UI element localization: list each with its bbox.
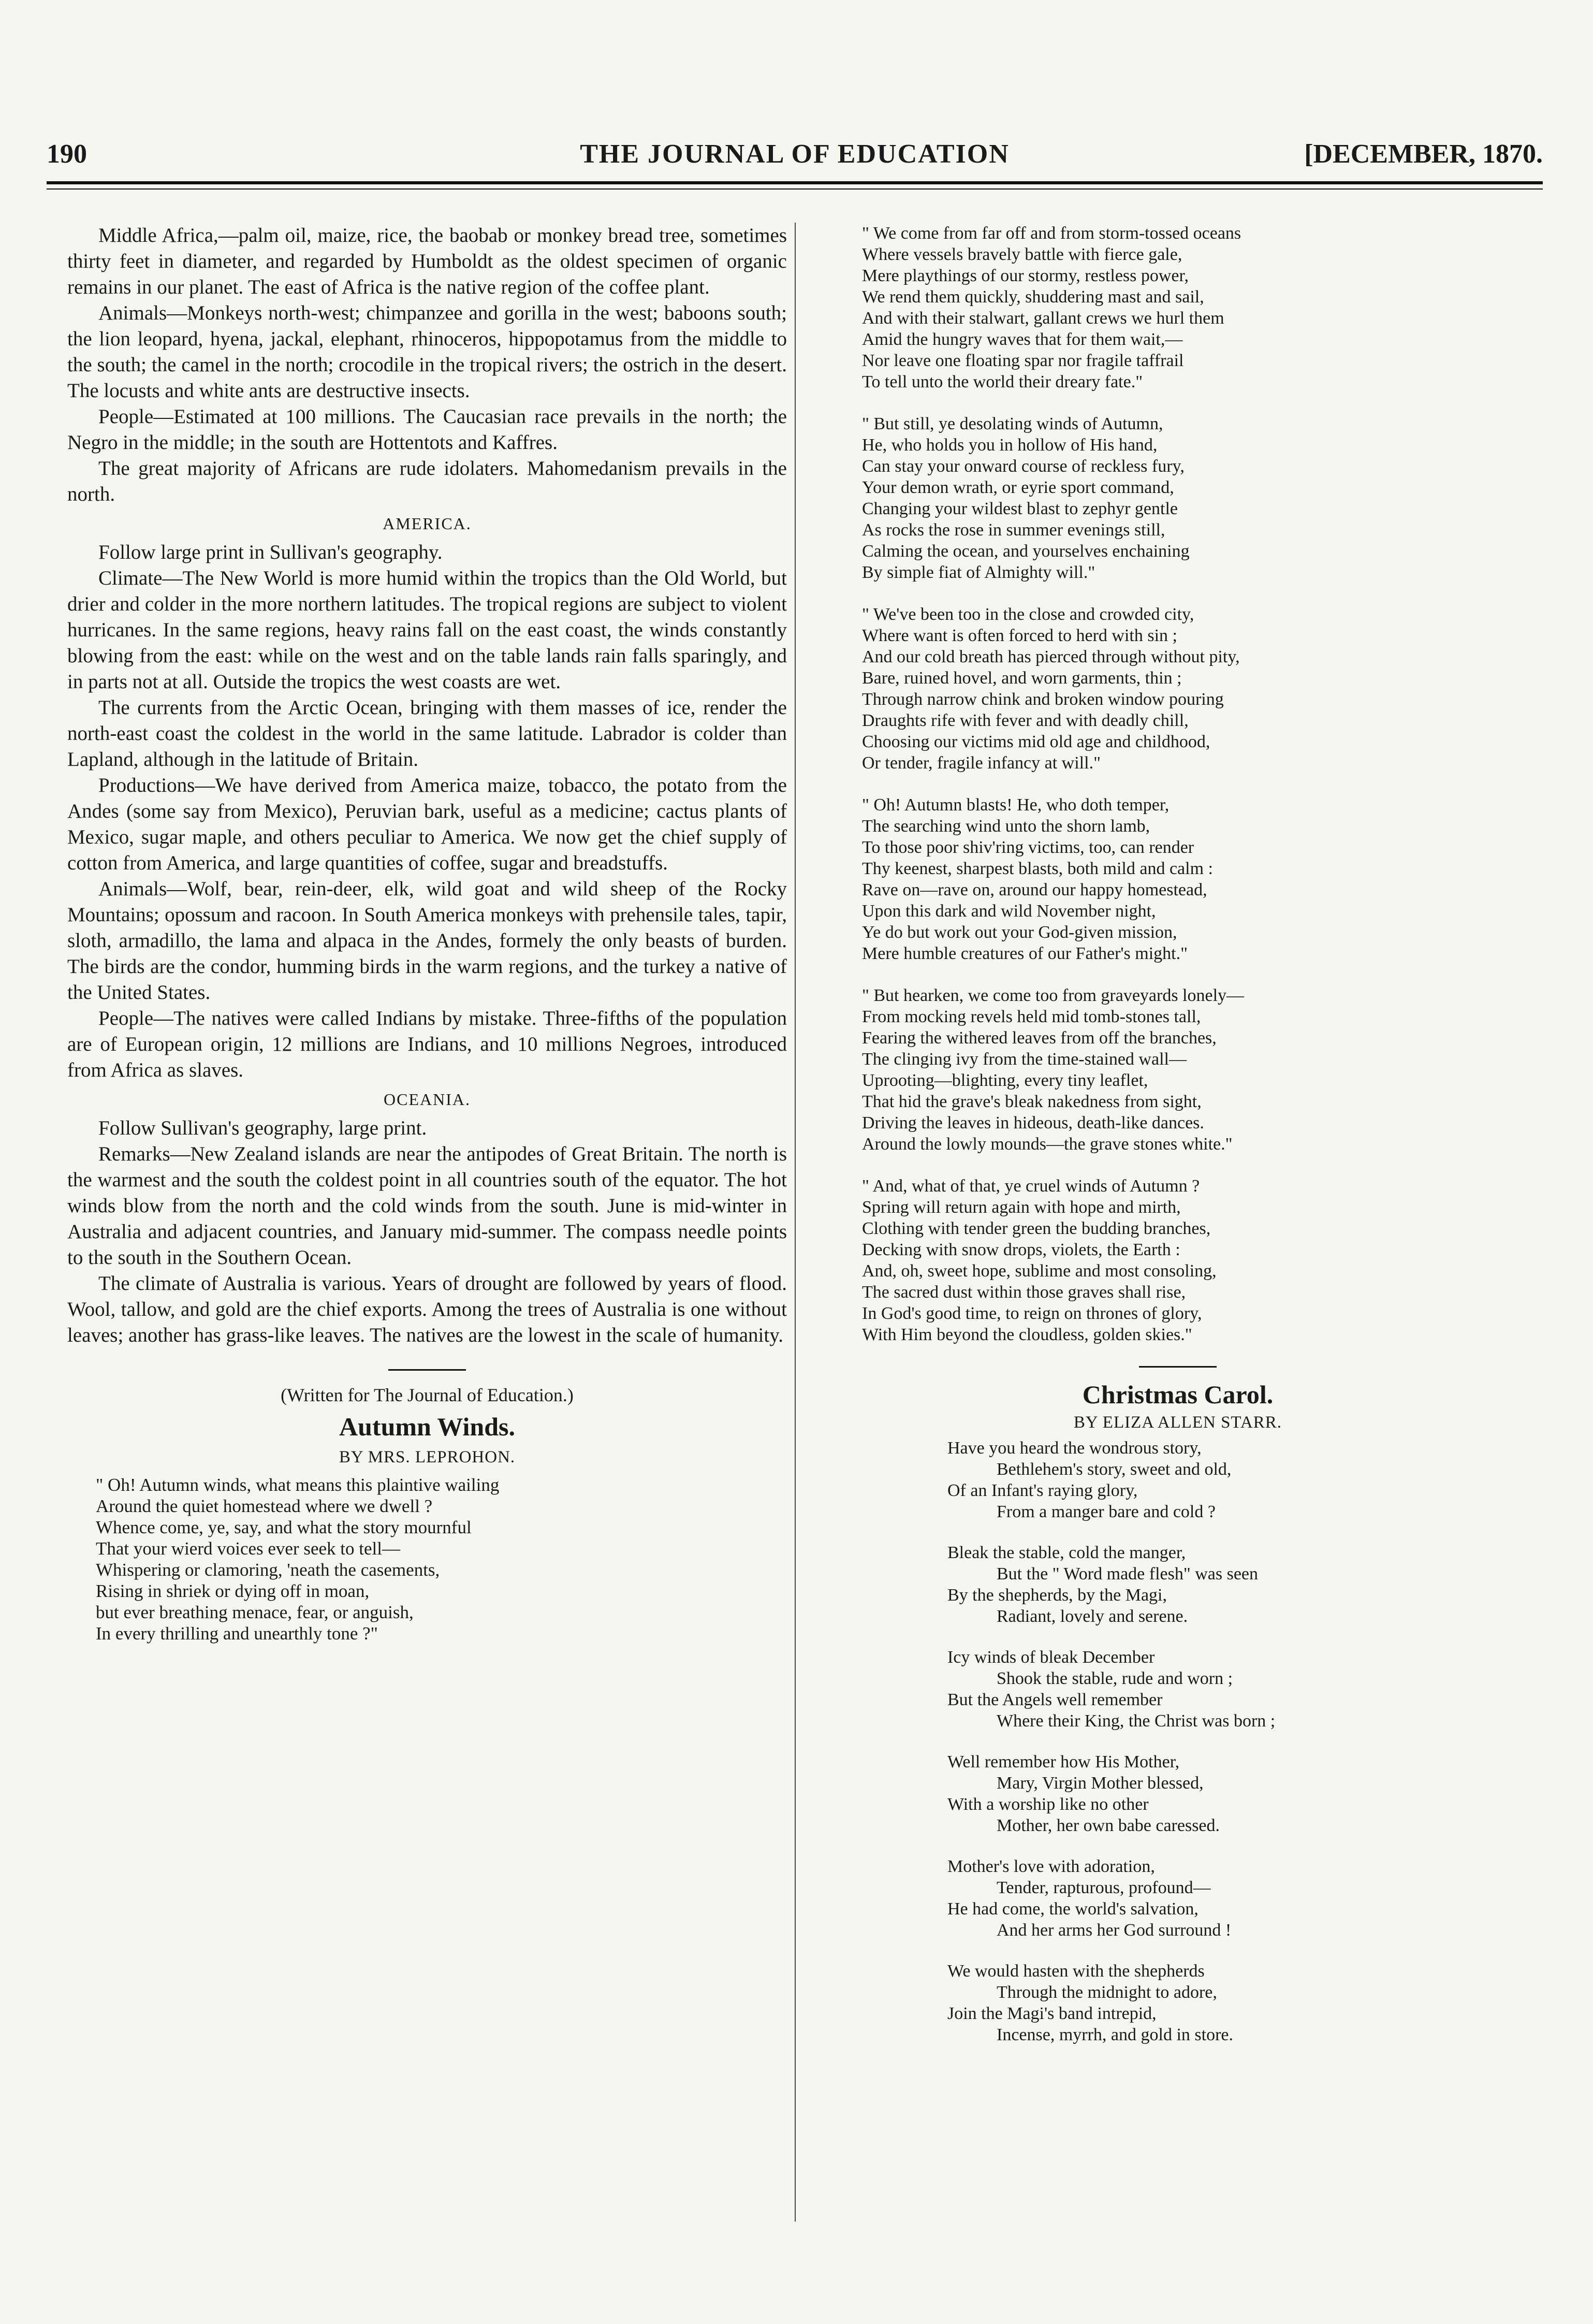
poem-line: Icy winds of bleak December [947,1648,1155,1667]
paragraph: People—Estimated at 100 millions. The Caucasian race prevails in the north; the Negro in the middle; in the south are Hottentots and Kaffres. [67,405,787,454]
paragraph: Middle Africa,—palm oil, maize, rice, the baobab or monkey bread tree, sometimes thirty feet in diameter, and regarded by Humboldt as the oldest specimen of organic remains in our planet. The east of Africa is the native region of the coffee plant. [67,224,787,298]
poem-line: Mere humble creatures of our Father's might." [862,944,1188,963]
poem-line: Changing your wildest blast to zephyr gentle [862,499,1178,518]
poem-line: With a worship like no other [947,1795,1149,1814]
poem-line: Around the quiet homestead where we dwell ? [96,1496,433,1516]
poem-stanza [862,223,1494,393]
poem-line: Bethlehem's story, sweet and old, [997,1460,1232,1479]
poem-line: But the Angels well remember [947,1690,1163,1709]
poem-line: Fearing the withered leaves from off the branches, [862,1028,1217,1048]
poem-line: Where want is often forced to herd with sin ; [862,626,1177,645]
poem-stanza [947,1647,1494,1732]
poem-line: Mere playthings of our stormy, restless power, [862,266,1189,285]
poem-line: Rising in shriek or dying off in moan, [96,1581,370,1601]
poem-line: Incense, myrrh, and gold in store. [997,2025,1233,2044]
poem-line: Choosing our victims mid old age and childhood, [862,732,1210,751]
poem-line: Draughts rife with fever and with deadly chill, [862,711,1189,730]
poem-line: Of an Infant's raying glory, [947,1481,1138,1500]
poem-line: Nor leave one floating spar nor fragile taffrail [862,351,1184,370]
poem-stanza [862,413,1494,583]
issue-date: [DECEMBER, 1870. [1304,139,1543,169]
section-heading-oceania: OCEANIA. [384,1090,471,1109]
poem-stanza [862,985,1494,1155]
poem-line: In every thrilling and unearthly tone ?" [96,1623,378,1644]
poem-line: In God's good time, to reign on thrones of glory, [862,1304,1202,1323]
poem-line: Or tender, fragile infancy at will." [862,753,1101,773]
poem-line: Have you heard the wondrous story, [947,1439,1202,1458]
paragraph: Remarks—New Zealand islands are near the antipodes of Great Britain. The north is the warmest and the south the coldest point in all countries south of the equator. The hot winds blow from the north and the cold winds from the south. June is mid-winter in Australia and adjacent countries, and January mid-summer. The compass needle points to the south in the Southern Ocean. [67,1143,787,1269]
paragraph: The currents from the Arctic Ocean, bringing with them masses of ice, render the north-east coast the coldest in the world in the same latitude. Labrador is colder than Lapland, although in the latitude of Britain. [67,696,787,771]
paragraph: The great majority of Africans are rude idolaters. Mahomedanism prevails in the north. [67,457,787,505]
poem-line: Can stay your onward course of reckless fury, [862,457,1185,476]
poem-stanza [947,1751,1494,1836]
poem-line: To tell unto the world their dreary fate." [862,372,1143,391]
poem-line: Well remember how His Mother, [947,1752,1180,1771]
column-divider [795,223,796,2221]
page-header [47,139,1543,175]
poem-line: " And, what of that, ye cruel winds of Autumn ? [862,1176,1200,1196]
paragraph: Animals—Monkeys north-west; chimpanzee and gorilla in the west; baboons south; the lion leopard, hyena, jackal, elephant, rhinoceros, hippopotamus from the middle to the south; the camel in the north; crocodile in the tropical rivers; the ostrich in the desert. The locusts and white ants are destructive insects. [67,302,787,402]
poem-line: Where vessels bravely battle with fierce gale, [862,245,1182,264]
paragraph: People—The natives were called Indians by mistake. Three-fifths of the population are of European origin, 12 millions are Indians, and 10 millions Negroes, introduced from Africa as slaves. [67,1007,787,1081]
poem-line: And her arms her God surround ! [997,1921,1232,1940]
poem-line: Decking with snow drops, violets, the Earth : [862,1240,1180,1259]
poem-line: From mocking revels held mid tomb-stones tall, [862,1007,1201,1026]
separator-rule [388,1369,466,1371]
paragraph: Follow large print in Sullivan's geography. [98,541,443,563]
poem-line: But the " Word made flesh" was seen [997,1564,1259,1584]
poem-line: He, who holds you in hollow of His hand, [862,435,1158,455]
poem-stanza [947,1437,1494,1522]
poem-line: From a manger bare and cold ? [997,1502,1216,1521]
poem-line: Upon this dark and wild November night, [862,902,1156,921]
poem-line: " We come from far off and from storm-tossed oceans [862,224,1241,243]
poem-stanza [862,1175,1494,1345]
poem-line: Clothing with tender green the budding branches, [862,1219,1211,1238]
separator-rule [1139,1366,1217,1368]
poem-line: Tender, rapturous, profound— [997,1878,1211,1897]
poem-line: The clinging ivy from the time-stained wall— [862,1050,1187,1069]
poem-line: Join the Magi's band intrepid, [947,2004,1157,2023]
poem-line: We rend them quickly, shuddering mast and sail, [862,287,1204,307]
poem-stanza [947,1856,1494,1941]
poem-line: Mary, Virgin Mother blessed, [997,1774,1204,1793]
poem-stanza [862,794,1494,964]
poem-line: Amid the hungry waves that for them wait,— [862,330,1183,349]
poem-line: And with their stalwart, gallant crews we hurl them [862,309,1224,328]
poem-line: " But still, ye desolating winds of Autumn, [862,414,1163,433]
poem-line: Radiant, lovely and serene. [997,1607,1188,1626]
poem-line: but ever breathing menace, fear, or anguish, [96,1602,414,1622]
poem-line: Your demon wrath, or eyrie sport command, [862,478,1174,497]
poem-line: Driving the leaves in hideous, death-like dances. [862,1113,1204,1132]
poem-line: Rave on—rave on, around our happy homestead, [862,880,1207,899]
section-heading-america: AMERICA. [383,514,472,533]
poem-line: Mother, her own babe caressed. [997,1816,1220,1835]
poem-author: BY MRS. LEPROHON. [339,1448,516,1466]
paragraph: Productions—We have derived from America maize, tobacco, the potato from the Andes (some say from Mexico), Peruvian bark, useful as a medicine; cactus plants of Mexico, sugar maple, and others peculiar to America. We now get the chief supply of cotton from America, and large quantities of coffee, sugar and breadstuffs. [67,774,787,874]
poem-line: As rocks the rose in summer evenings still, [862,520,1165,540]
poem-stanza [862,604,1494,774]
poem-line: The searching wind unto the shorn lamb, [862,817,1150,836]
poem-stanza [947,1960,1494,2045]
poem-credit: (Written for The Journal of Education.) [281,1385,574,1405]
journal-title: THE JOURNAL OF EDUCATION [580,139,1010,169]
poem-line: Through narrow chink and broken window pouring [862,690,1224,709]
poem-stanza [96,1474,787,1644]
poem-title-christmas-carol: Christmas Carol. [1082,1380,1274,1409]
poem-title-autumn-winds: Autumn Winds. [339,1412,515,1441]
right-column [862,223,1494,2065]
poem-line: Bare, ruined hovel, and worn garments, thin ; [862,669,1182,688]
poem-line: By simple fiat of Almighty will." [862,563,1095,582]
poem-line: " But hearken, we come too from graveyards lonely— [862,986,1245,1005]
poem-line: To those poor shiv'ring victims, too, can render [862,838,1194,857]
poem-line: Thy keenest, sharpest blasts, both mild and calm : [862,859,1213,878]
poem-line: We would hasten with the shepherds [947,1962,1205,1981]
poem-line: Ye do but work out your God-given mission, [862,923,1177,942]
poem-line: The sacred dust within those graves shall rise, [862,1283,1186,1302]
poem-line: By the shepherds, by the Magi, [947,1586,1167,1605]
poem-line: " We've been too in the close and crowded city, [862,605,1194,624]
header-rule-thin [47,188,1543,190]
poem-line: Calming the ocean, and yourselves enchaining [862,542,1190,561]
poem-line: With Him beyond the cloudless, golden skies." [862,1325,1192,1344]
poem-stanza [947,1542,1494,1627]
poem-line: Bleak the stable, cold the manger, [947,1543,1186,1562]
poem-line: And our cold breath has pierced through without pity, [862,647,1240,666]
poem-line: Where their King, the Christ was born ; [997,1711,1276,1731]
poem-line: Through the midnight to adore, [997,1983,1217,2002]
poem-line: Shook the stable, rude and worn ; [997,1669,1233,1688]
paragraph: Climate—The New World is more humid within the tropics than the Old World, but drier and colder in the more northern latitudes. The tropical regions are subject to violent hurricanes. In the same regions, heavy rains fall on the east coast, the winds constantly blowing from the east: while on the west and on the table lands rain falls sparingly, and in parts not at all. Outside the tropics the west coasts are wet. [67,567,787,693]
paragraph: The climate of Australia is various. Years of drought are followed by years of flood. Wool, tallow, and gold are the chief exports. Among the trees of Australia is one without leaves; another has grass-like leaves. The natives are the lowest in the scale of humanity. [67,1272,787,1346]
poem-author: BY ELIZA ALLEN STARR. [1073,1413,1282,1432]
poem-line: Around the lowly mounds—the grave stones white." [862,1135,1233,1154]
poem-line: Spring will return again with hope and mirth, [862,1198,1181,1217]
poem-line: That your wierd voices ever seek to tell— [96,1538,400,1559]
poem-line: That hid the grave's bleak nakedness from sight, [862,1092,1202,1111]
poem-line: Whispering or clamoring, 'neath the casements, [96,1560,440,1580]
poem-line: He had come, the world's salvation, [947,1899,1199,1919]
left-column [67,223,787,1644]
paragraph: Animals—Wolf, bear, rein-deer, elk, wild goat and wild sheep of the Rocky Mountains; opossum and racoon. In South America monkeys with prehensile tales, tapir, sloth, armadillo, the lama and alpaca in the Andes, formely the only beasts of burden. The birds are the condor, humming birds in the warm regions, and the turkey a native of the United States. [67,878,787,1004]
poem-line: Mother's love with adoration, [947,1857,1155,1876]
header-rule-thick [47,181,1543,184]
poem-line: Uprooting—blighting, every tiny leaflet, [862,1071,1148,1090]
paragraph: Follow Sullivan's geography, large print. [98,1117,427,1139]
poem-line: " Oh! Autumn blasts! He, who doth temper, [862,795,1170,815]
page-number: 190 [47,139,87,169]
poem-line: " Oh! Autumn winds, what means this plaintive wailing [96,1475,500,1495]
poem-line: And, oh, sweet hope, sublime and most consoling, [862,1261,1217,1281]
poem-line: Whence come, ye, say, and what the story mournful [96,1517,472,1537]
carol-poem [947,1437,1494,2045]
